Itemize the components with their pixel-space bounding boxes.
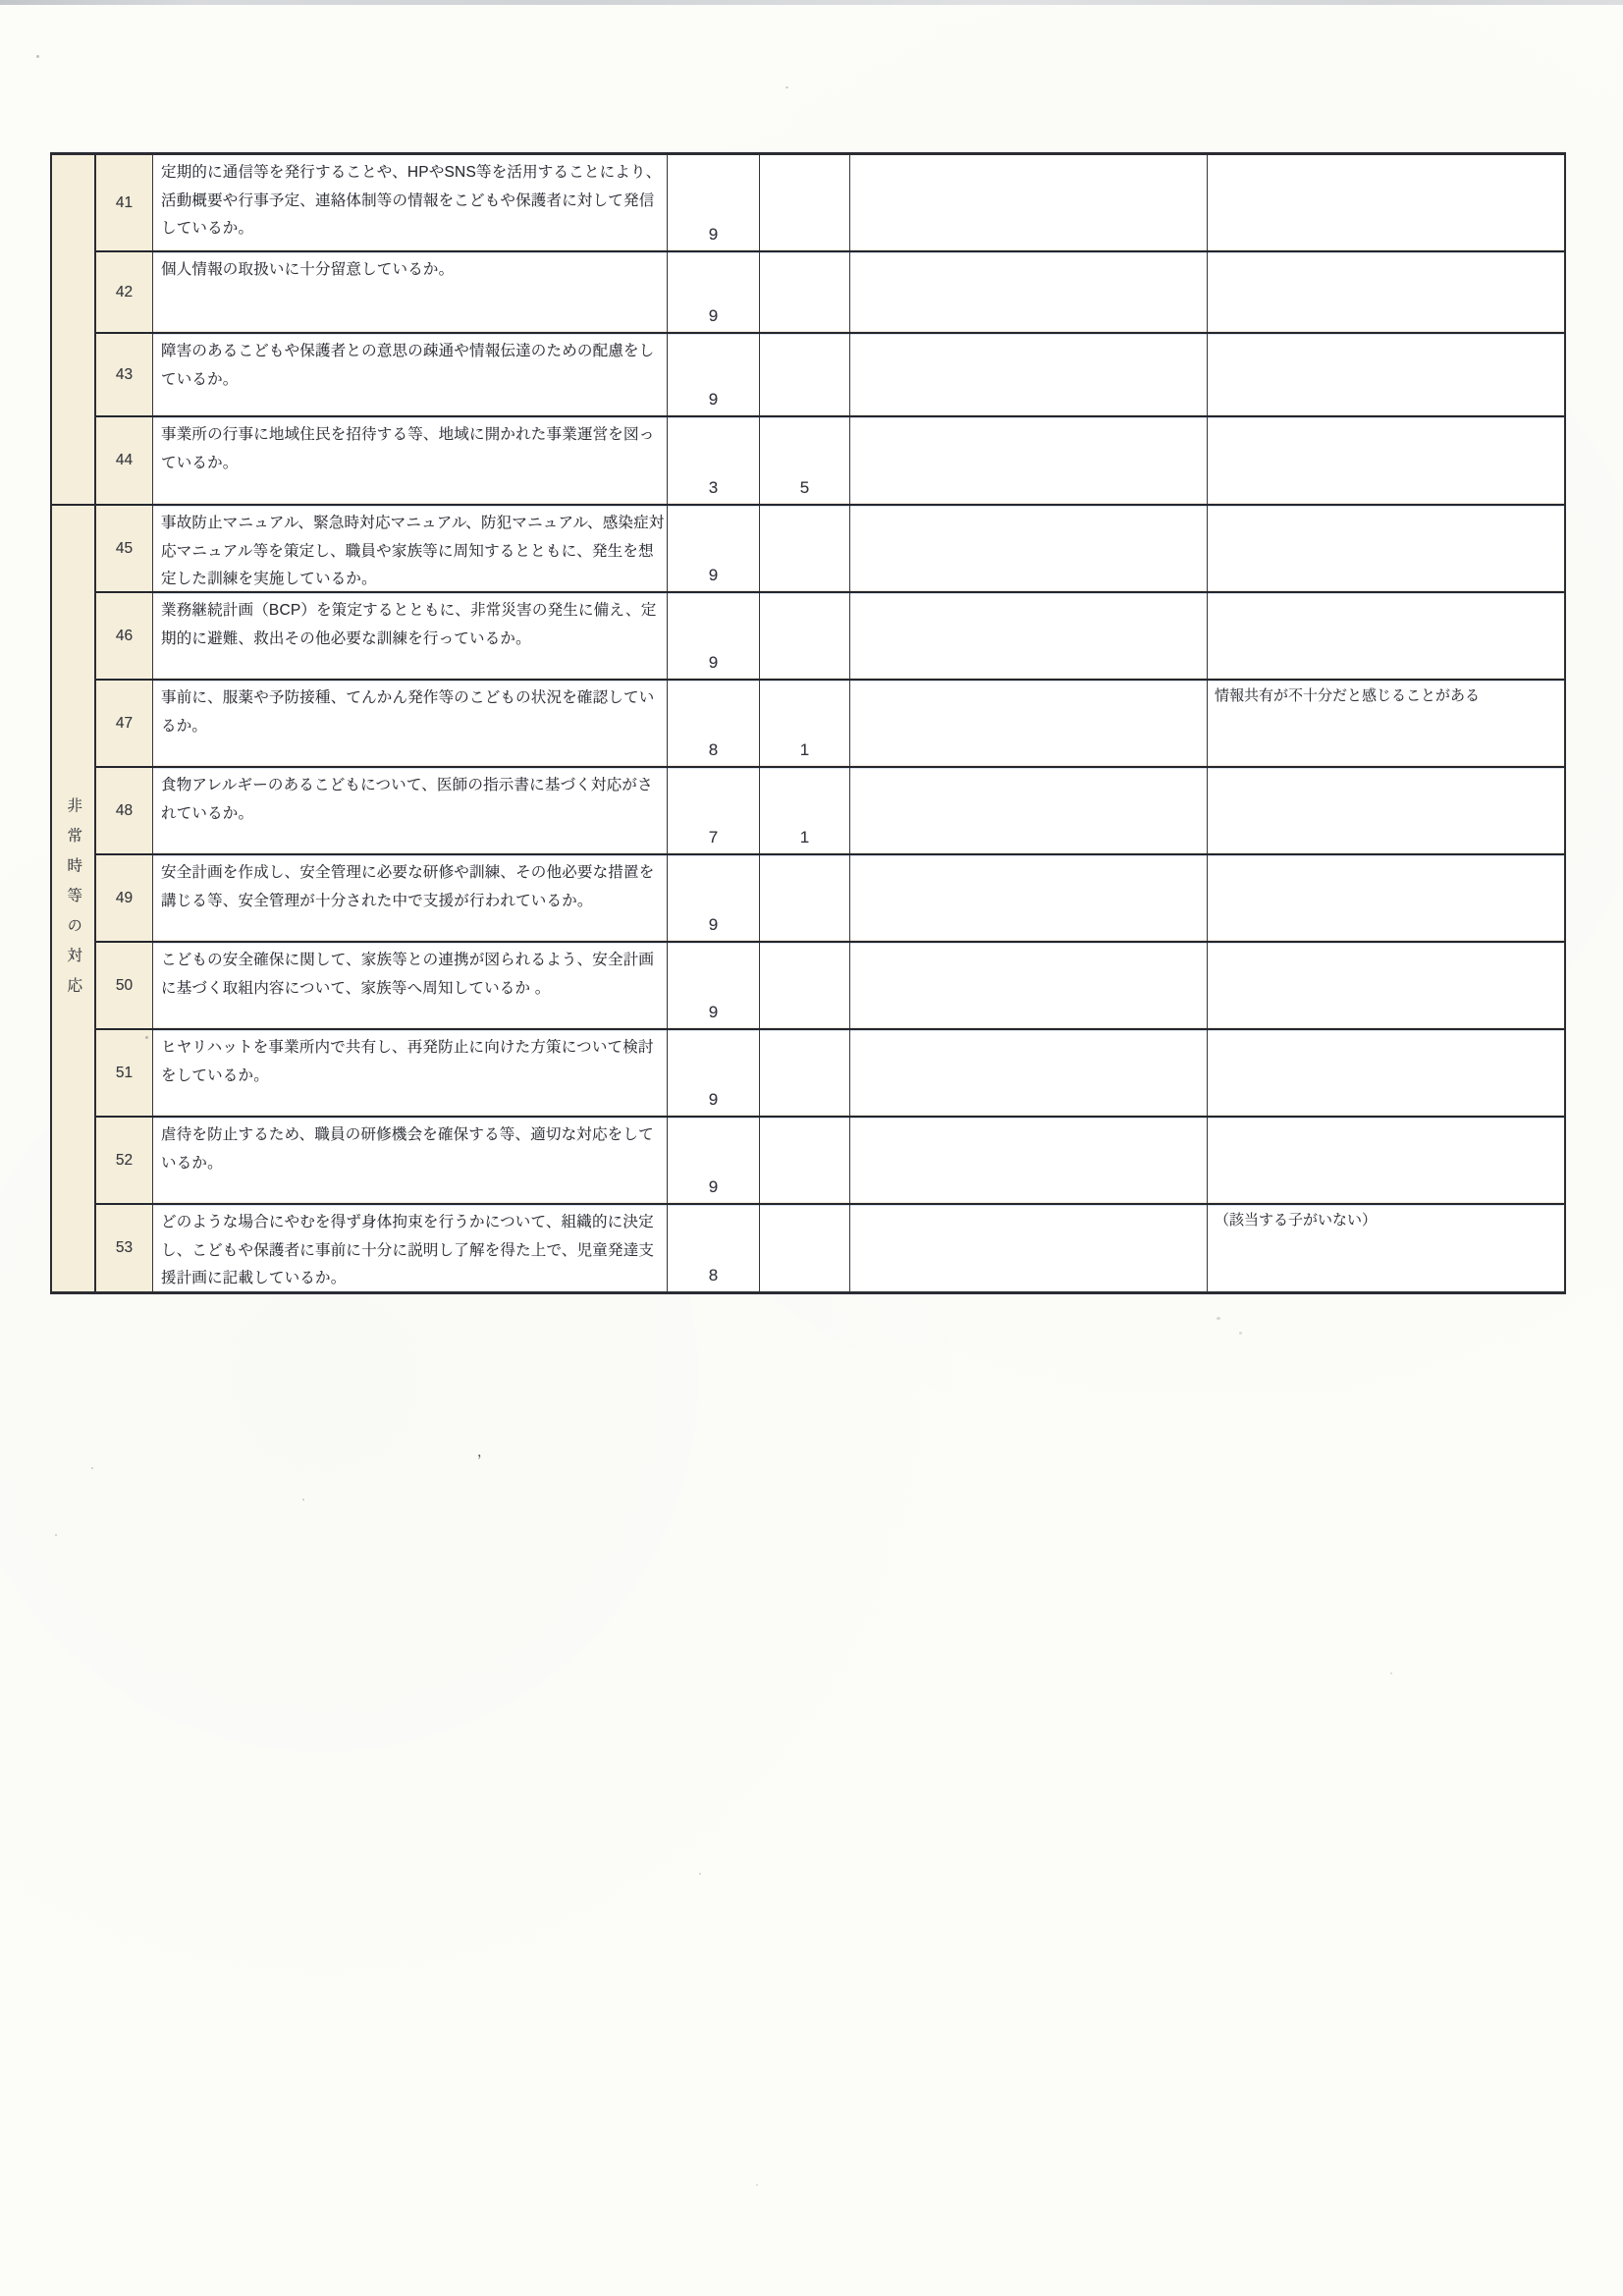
blank-cell bbox=[850, 155, 1208, 250]
row-number-cell: 47 bbox=[96, 681, 153, 766]
count2-cell: 1 bbox=[760, 681, 850, 766]
table-row bbox=[96, 334, 1564, 417]
count2-cell bbox=[760, 593, 850, 679]
row-number-cell: 51 bbox=[96, 1030, 153, 1116]
dust-speck bbox=[1239, 1332, 1242, 1335]
comment-cell bbox=[1208, 417, 1564, 504]
table-row bbox=[96, 417, 1564, 506]
count1-cell: 7 bbox=[668, 768, 760, 853]
table-row bbox=[96, 506, 1564, 593]
table-row bbox=[96, 855, 1564, 943]
comment-cell bbox=[1208, 943, 1564, 1028]
count1-cell: 8 bbox=[668, 681, 760, 766]
comment-cell bbox=[1208, 855, 1564, 941]
count1-cell: 8 bbox=[668, 1205, 760, 1291]
row-number-cell: 48 bbox=[96, 768, 153, 853]
blank-cell bbox=[850, 593, 1208, 679]
count2-cell bbox=[760, 1030, 850, 1116]
comment-cell bbox=[1208, 252, 1564, 332]
comment-cell bbox=[1208, 1030, 1564, 1116]
comment-cell bbox=[1208, 506, 1564, 591]
row-number-cell: 43 bbox=[96, 334, 153, 415]
question-cell: 事故防止マニュアル、緊急時対応マニュアル、防犯マニュアル、感染症対応マニュアル等を策定し、職員や家族等に周知するとともに、発生を想定した訓練を実施しているか。 bbox=[153, 506, 668, 591]
count2-cell bbox=[760, 506, 850, 591]
count2-cell bbox=[760, 155, 850, 250]
category-label-vertical: 非常時等の対応 bbox=[65, 797, 82, 1008]
survey-grid bbox=[96, 152, 1566, 1294]
stray-comma-mark: ， bbox=[477, 1444, 491, 1459]
blank-cell bbox=[850, 334, 1208, 415]
count1-cell: 9 bbox=[668, 155, 760, 250]
question-cell: 個人情報の取扱いに十分留意しているか。 bbox=[153, 252, 668, 332]
blank-cell bbox=[850, 943, 1208, 1028]
comment-cell bbox=[1208, 334, 1564, 415]
count2-cell bbox=[760, 1118, 850, 1203]
table-row bbox=[96, 1118, 1564, 1205]
count2-cell bbox=[760, 252, 850, 332]
question-cell: 事業所の行事に地域住民を招待する等、地域に開かれた事業運営を図っているか。 bbox=[153, 417, 668, 504]
comment-cell: （該当する子がいない） bbox=[1215, 1212, 1378, 1229]
dust-speck bbox=[36, 55, 39, 58]
table-row bbox=[96, 1205, 1564, 1291]
dust-speck bbox=[1217, 1317, 1220, 1320]
category-section-emergency bbox=[52, 506, 94, 1291]
dust-speck bbox=[756, 2184, 758, 2186]
comment-cell: 情報共有が不十分だと感じることがある bbox=[1215, 687, 1481, 704]
blank-cell bbox=[850, 1118, 1208, 1203]
row-number-cell: 46 bbox=[96, 593, 153, 679]
count2-cell: 1 bbox=[760, 768, 850, 853]
dust-speck bbox=[1390, 1672, 1392, 1674]
question-cell: ヒヤリハットを事業所内で共有し、再発防止に向けた方策について検討をしているか。 bbox=[153, 1030, 668, 1116]
comment-cell bbox=[1208, 1118, 1564, 1203]
row-number-cell: 52 bbox=[96, 1118, 153, 1203]
row-number-cell: 42 bbox=[96, 252, 153, 332]
count2-cell bbox=[760, 334, 850, 415]
comment-cell bbox=[1208, 768, 1564, 853]
dust-speck bbox=[302, 1499, 304, 1501]
count1-cell: 9 bbox=[668, 855, 760, 941]
row-number-cell: 50 bbox=[96, 943, 153, 1028]
row-number-cell: 45 bbox=[96, 506, 153, 591]
count1-cell: 9 bbox=[668, 1030, 760, 1116]
table-row bbox=[96, 768, 1564, 855]
question-cell: 業務継続計画（BCP）を策定するとともに、非常災害の発生に備え、定期的に避難、救出その他必要な訓練を行っているか。 bbox=[153, 593, 668, 679]
dust-speck bbox=[91, 1467, 93, 1469]
table-row bbox=[96, 681, 1564, 768]
blank-cell bbox=[850, 1030, 1208, 1116]
dust-speck bbox=[145, 1036, 148, 1039]
count1-cell: 9 bbox=[668, 334, 760, 415]
blank-cell bbox=[850, 506, 1208, 591]
comment-cell bbox=[1208, 593, 1564, 679]
comment-cell bbox=[1208, 155, 1564, 250]
question-cell: 事前に、服薬や予防接種、てんかん発作等のこどもの状況を確認しているか。 bbox=[153, 681, 668, 766]
row-number-cell: 41 bbox=[96, 155, 153, 250]
question-cell: 食物アレルギーのあるこどもについて、医師の指示書に基づく対応がされているか。 bbox=[153, 768, 668, 853]
row-number-cell: 53 bbox=[96, 1205, 153, 1291]
row-number-cell: 44 bbox=[96, 417, 153, 504]
table-row bbox=[96, 252, 1564, 334]
count2-cell: 5 bbox=[760, 417, 850, 504]
count1-cell: 9 bbox=[668, 506, 760, 591]
question-cell: 虐待を防止するため、職員の研修機会を確保する等、適切な対応をしているか。 bbox=[153, 1118, 668, 1203]
blank-cell bbox=[850, 252, 1208, 332]
count2-cell bbox=[760, 1205, 850, 1291]
question-cell: 定期的に通信等を発行することや、HPやSNS等を活用することにより、活動概要や行事予定、連絡体制等の情報をこどもや保護者に対して発信しているか。 bbox=[153, 155, 668, 250]
blank-cell bbox=[850, 681, 1208, 766]
blank-cell bbox=[850, 855, 1208, 941]
table-row bbox=[96, 1030, 1564, 1118]
dust-speck bbox=[699, 1873, 701, 1875]
blank-cell bbox=[850, 1205, 1208, 1291]
question-cell: 安全計画を作成し、安全管理に必要な研修や訓練、その他必要な措置を講じる等、安全管理が十分された中で支援が行われているか。 bbox=[153, 855, 668, 941]
question-cell: どのような場合にやむを得ず身体拘束を行うかについて、組織的に決定し、こどもや保護者に事前に十分に説明し了解を得た上で、児童発達支援計画に記載しているか。 bbox=[153, 1205, 668, 1291]
table-row bbox=[96, 943, 1564, 1030]
table-row bbox=[96, 593, 1564, 681]
category-section-blank bbox=[52, 155, 94, 506]
dust-speck bbox=[785, 86, 788, 88]
count1-cell: 9 bbox=[668, 943, 760, 1028]
blank-cell bbox=[850, 768, 1208, 853]
count1-cell: 9 bbox=[668, 1118, 760, 1203]
row-number-cell: 49 bbox=[96, 855, 153, 941]
count1-cell: 9 bbox=[668, 593, 760, 679]
count1-cell: 9 bbox=[668, 252, 760, 332]
scan-edge-artifact bbox=[0, 0, 1623, 5]
question-cell: こどもの安全確保に関して、家族等との連携が図られるよう、安全計画に基づく取組内容について、家族等へ周知しているか 。 bbox=[153, 943, 668, 1028]
dust-speck bbox=[55, 1534, 57, 1536]
count1-cell: 3 bbox=[668, 417, 760, 504]
blank-cell bbox=[850, 417, 1208, 504]
count2-cell bbox=[760, 855, 850, 941]
count2-cell bbox=[760, 943, 850, 1028]
category-column bbox=[50, 152, 96, 1294]
table-row bbox=[96, 155, 1564, 252]
question-cell: 障害のあるこどもや保護者との意思の疎通や情報伝達のための配慮をしているか。 bbox=[153, 334, 668, 415]
